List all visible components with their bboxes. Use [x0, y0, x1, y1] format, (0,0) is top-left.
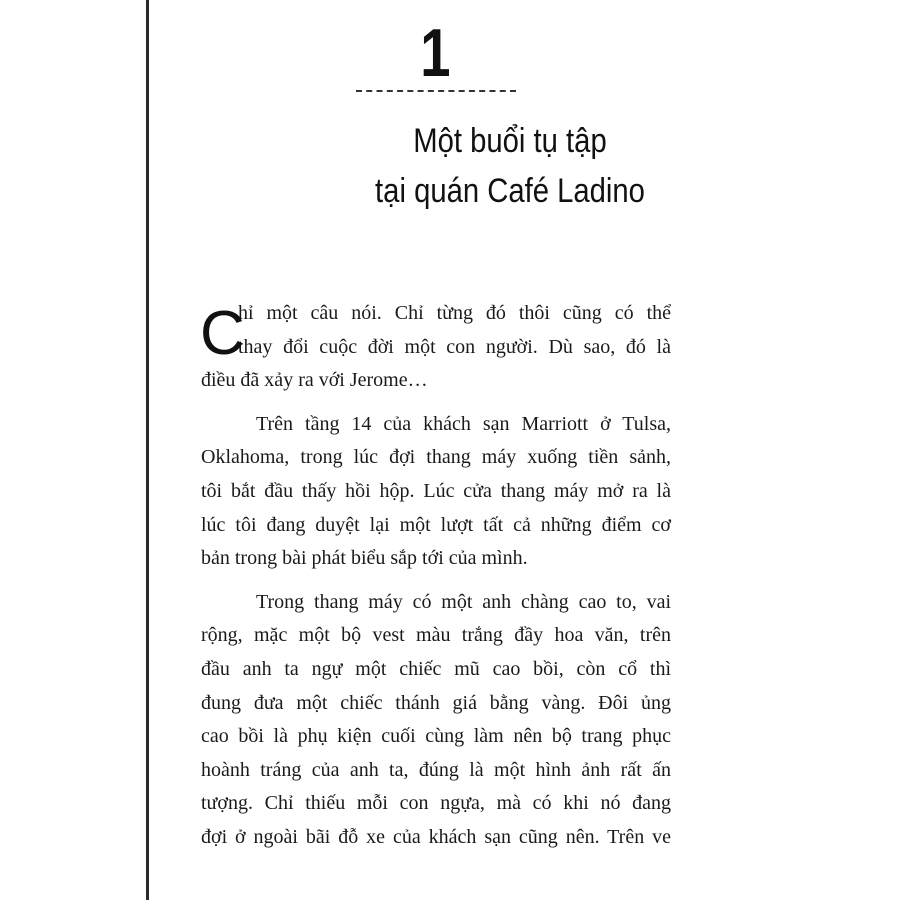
text-line: hỉ một câu nói. Chỉ từng đó thôi cũng có thể [238, 302, 671, 324]
chapter-title-line-2: tại quán Café Ladino [375, 172, 645, 210]
chapter-title-line-1: Một buổi tụ tập [413, 122, 607, 160]
text-line: điều đã xảy ra với Jerome… [201, 369, 428, 392]
chapter-divider [356, 90, 516, 92]
text-line: tôi bắt đầu thấy hồi hộp. Lúc cửa thang máy mở ra là [201, 479, 671, 502]
page-edge-line [146, 0, 149, 900]
text-line: đợi ở ngoài bãi đỗ xe của khách sạn cũng nên. Trên ve [201, 825, 671, 848]
text-line: Trong thang máy có một anh chàng cao to, vai [256, 590, 671, 613]
text-line: rộng, mặc một bộ vest màu trắng đầy hoa văn, trên [201, 624, 671, 647]
paragraph-3 [201, 586, 671, 855]
paragraph-1 [201, 297, 671, 398]
text-line: tượng. Chỉ thiếu mỗi con ngựa, mà có khi nó đang [201, 792, 671, 815]
chapter-title [200, 116, 819, 216]
text-line: thay đổi cuộc đời một con người. Dù sao, đó là [238, 335, 671, 358]
text-line: Oklahoma, trong lúc đợi thang máy xuống tiền sảnh, [201, 446, 671, 469]
text-line: hoành tráng của anh ta, đúng là một hình ảnh rất ấn [201, 758, 671, 781]
text-line: đung đưa một chiếc thánh giá bằng vàng. Đôi ủng [201, 691, 671, 714]
text-line: Trên tầng 14 của khách sạn Marriott ở Tulsa, [256, 412, 671, 435]
chapter-body [201, 297, 671, 855]
paragraph-2 [201, 408, 671, 576]
text-line: đầu anh ta ngự một chiếc mũ cao bồi, còn cổ thì [201, 657, 671, 680]
chapter-number: 1 [420, 15, 450, 91]
text-line: lúc tôi đang duyệt lại một lượt tất cả những điểm cơ [201, 513, 671, 536]
text-line: cao bồi là phụ kiện cuối cùng làm nên bộ trang phục [201, 725, 671, 748]
text-line: bản trong bài phát biểu sắp tới của mình. [201, 547, 528, 570]
drop-cap: C [200, 299, 245, 368]
